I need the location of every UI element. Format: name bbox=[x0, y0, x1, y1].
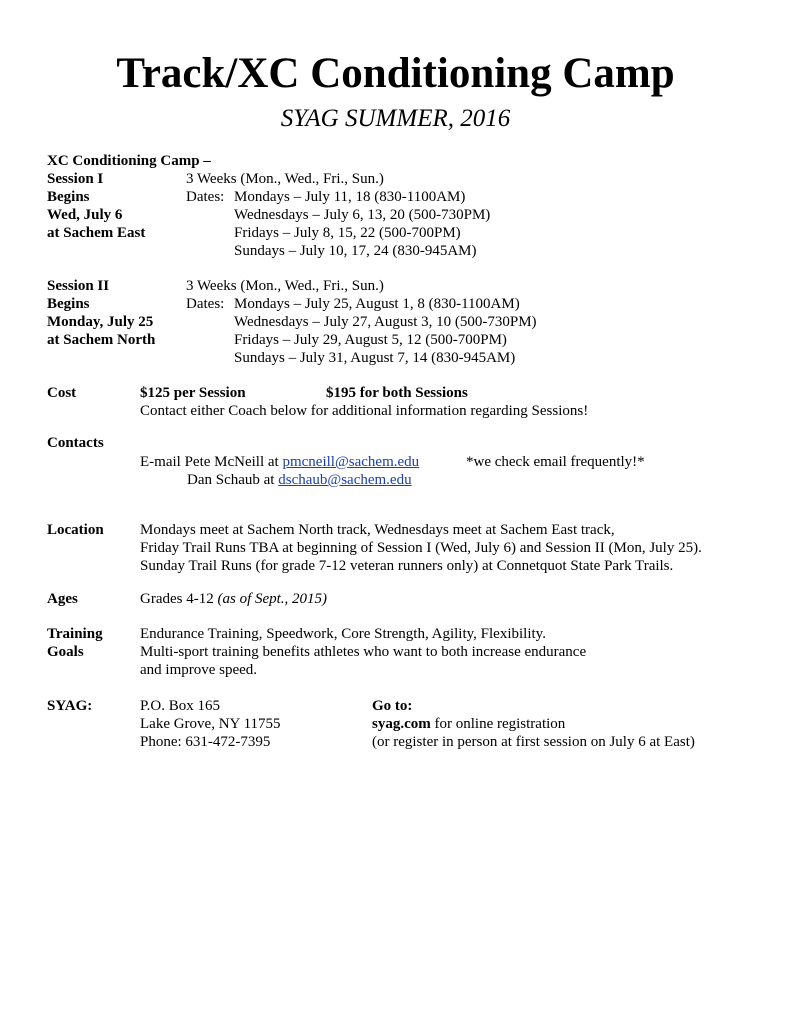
cost-note: Contact either Coach below for additional information regarding Sessions! bbox=[140, 403, 589, 419]
location-line: Friday Trail Runs TBA at beginning of Session I (Wed, July 6) and Session II (Mon, July 25). bbox=[140, 540, 702, 556]
syag-address-line: P.O. Box 165 bbox=[140, 698, 221, 714]
session-1-date-mondays: Mondays – July 11, 18 (830-1100AM) bbox=[234, 189, 466, 205]
cost-per-session: $125 per Session bbox=[140, 385, 246, 401]
ages-value-line bbox=[140, 590, 327, 608]
cost-both-sessions: $195 for both Sessions bbox=[326, 385, 468, 401]
ages-label: Ages bbox=[47, 591, 78, 607]
session-1-date-wednesdays: Wednesdays – July 6, 13, 20 (500-730PM) bbox=[234, 207, 491, 223]
session-2-dates-label: Dates: bbox=[186, 296, 225, 312]
session-1-date-sundays: Sundays – July 10, 17, 24 (830-945AM) bbox=[234, 243, 477, 259]
session-2-start-date: Monday, July 25 bbox=[47, 314, 154, 330]
session-1-label: Session I bbox=[47, 171, 104, 187]
ages-value: Grades 4-12 bbox=[140, 591, 214, 607]
location-line: Sunday Trail Runs (for grade 7-12 veteran runners only) at Connetquot State Park Trails. bbox=[140, 558, 674, 574]
email-link-pmcneill[interactable]: pmcneill@sachem.edu bbox=[282, 454, 420, 470]
contacts-label: Contacts bbox=[47, 435, 104, 451]
session-2-begins-label: Begins bbox=[47, 296, 90, 312]
session-2-weeks: 3 Weeks (Mon., Wed., Fri., Sun.) bbox=[186, 278, 384, 294]
goals-label: Goals bbox=[47, 644, 84, 660]
session-1-location: at Sachem East bbox=[47, 225, 146, 241]
registration-suffix: for online registration bbox=[430, 716, 566, 732]
training-label: Training bbox=[47, 626, 103, 642]
session-1-start-date: Wed, July 6 bbox=[47, 207, 123, 223]
syag-phone: Phone: 631-472-7395 bbox=[140, 734, 271, 750]
session-2-location: at Sachem North bbox=[47, 332, 156, 348]
training-line: Multi-sport training benefits athletes who want to both increase endurance bbox=[140, 644, 587, 660]
camp-heading: XC Conditioning Camp – bbox=[47, 153, 211, 169]
session-2-label: Session II bbox=[47, 278, 110, 294]
registration-line bbox=[372, 715, 565, 733]
in-person-registration: (or register in person at first session on July 6 at East) bbox=[372, 734, 695, 750]
session-2-date-fridays: Fridays – July 29, August 5, 12 (500-700PM) bbox=[234, 332, 507, 348]
syag-address-line: Lake Grove, NY 11755 bbox=[140, 716, 281, 732]
page-subtitle: SYAG SUMMER, 2016 bbox=[280, 105, 511, 132]
ages-note: (as of Sept., 2015) bbox=[217, 591, 328, 607]
location-label: Location bbox=[47, 522, 104, 538]
training-line: and improve speed. bbox=[140, 662, 258, 678]
contact-dan bbox=[187, 471, 412, 489]
email-link-dschaub[interactable]: dschaub@sachem.edu bbox=[278, 472, 412, 488]
location-line: Mondays meet at Sachem North track, Wednesdays meet at Sachem East track, bbox=[140, 522, 615, 538]
contact-pete bbox=[140, 453, 419, 471]
syag-website: syag.com bbox=[372, 716, 431, 732]
session-1-weeks: 3 Weeks (Mon., Wed., Fri., Sun.) bbox=[186, 171, 384, 187]
session-1-dates-label: Dates: bbox=[186, 189, 225, 205]
syag-label: SYAG: bbox=[47, 698, 93, 714]
goto-label: Go to: bbox=[372, 698, 413, 714]
email-frequency-note: *we check email frequently!* bbox=[466, 454, 645, 470]
contact-pete-prefix: E-mail Pete McNeill at bbox=[140, 454, 279, 470]
session-1-begins-label: Begins bbox=[47, 189, 90, 205]
session-2-date-mondays: Mondays – July 25, August 1, 8 (830-1100AM) bbox=[234, 296, 520, 312]
page-title: Track/XC Conditioning Camp bbox=[116, 50, 675, 97]
session-1-date-fridays: Fridays – July 8, 15, 22 (500-700PM) bbox=[234, 225, 461, 241]
training-line: Endurance Training, Speedwork, Core Strength, Agility, Flexibility. bbox=[140, 626, 546, 642]
session-2-date-sundays: Sundays – July 31, August 7, 14 (830-945AM) bbox=[234, 350, 516, 366]
cost-label: Cost bbox=[47, 385, 77, 401]
session-2-date-wednesdays: Wednesdays – July 27, August 3, 10 (500-730PM) bbox=[234, 314, 537, 330]
contact-dan-prefix: Dan Schaub at bbox=[187, 472, 275, 488]
